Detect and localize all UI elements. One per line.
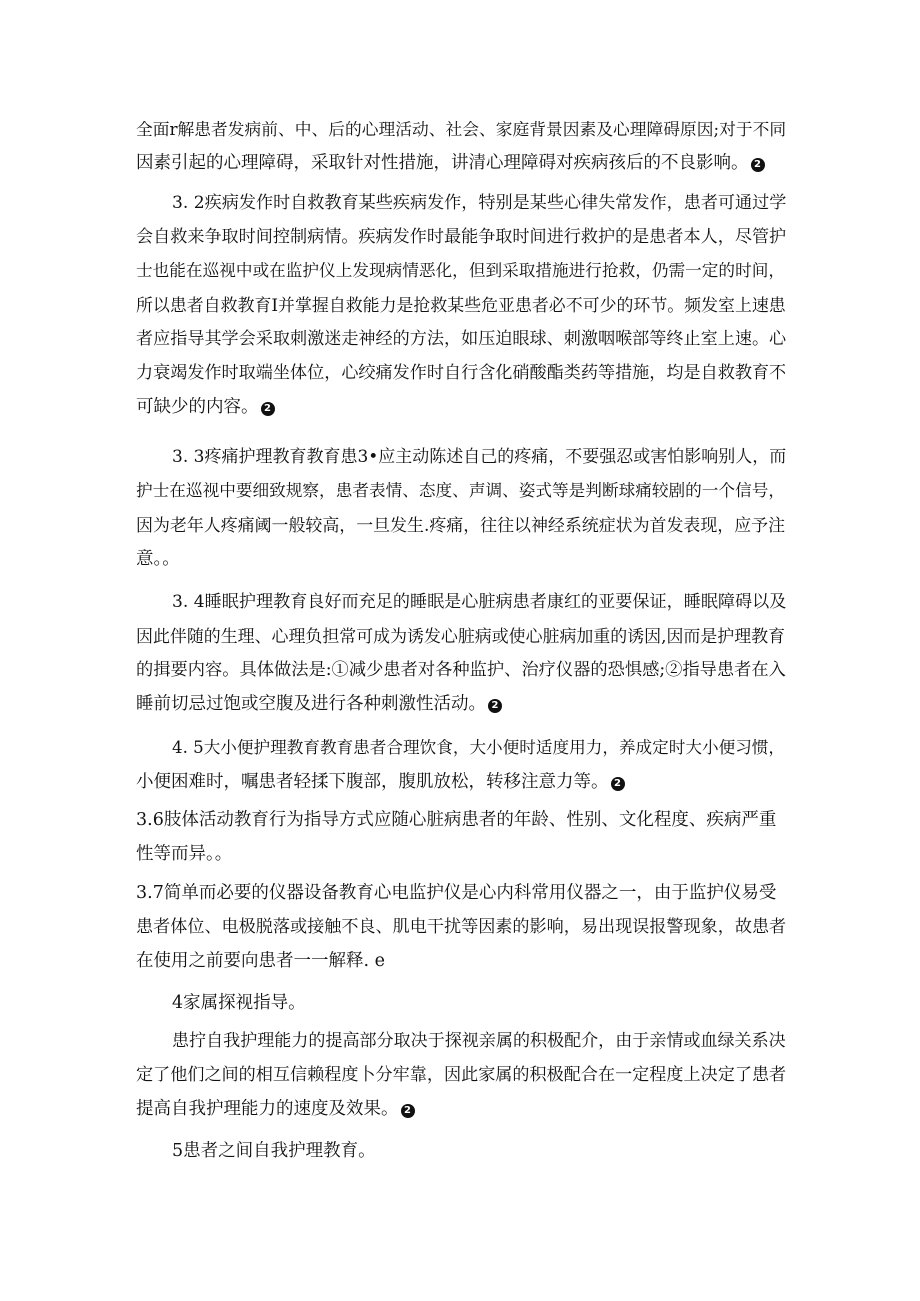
text-line: 患者体位、电极脱落或接触不良、肌电干扰等因素的影响，易出现误报警现象，故患者	[136, 917, 787, 937]
footnote-mark-icon: 2	[751, 158, 765, 172]
text-line	[136, 146, 786, 180]
text-line: 4家属探视指导。	[172, 993, 306, 1013]
text-line: 3.7简单而必要的仪器设备教育心电监护仪是心内科常用仪器之一，由于监护仪易受	[136, 883, 777, 903]
paragraph-0	[136, 112, 786, 180]
text-line: 定了他们之间的相互信赖程度卜分牢靠，因此家属的积极配合在一定程度上决定了患者	[136, 1065, 787, 1085]
paragraph-1	[136, 186, 786, 424]
text-line: 因此伴随的生理、心理负担常可成为诱发心脏病或使心脏病加重的诱因,因而是护理教育	[136, 626, 786, 646]
text-line: 3.6肢体活动教育行为指导方式应随心脏病患者的年龄、性别、文化程度、疾病严重	[136, 810, 777, 830]
paragraph-6	[136, 876, 786, 978]
text-line: 士也能在巡视中或在监护仪上发现病情恶化，但到采取措施进行抢救，仍需一定的时间，	[136, 261, 785, 280]
text-line: 护士在巡视中要细致规察，患者表情、态度、声调、姿式等是判断球痛较剧的一个信号，	[136, 481, 785, 500]
footnote-mark-icon: 2	[488, 699, 502, 713]
text-line: 3. 4睡眠护理教育良好而充足的睡眠是心脏病患者康红的亚要保证，睡眠障碍以及	[172, 592, 787, 612]
text-line-content: 因素引起的心理障碍，采取针对性措施，讲清心理障碍对疾病孩后的不良影响。	[136, 153, 749, 173]
text-line-content: 提高自我护理能力的速度及效果。	[136, 1099, 399, 1119]
text-line-content: 可缺少的内容。	[136, 397, 259, 417]
text-line	[136, 765, 786, 799]
text-line: 会自救来争取时间控制病情。疾病发作时最能争取时间进行救护的是患者本人，尽管护	[136, 227, 787, 247]
text-line: 所以患者自救教育I并掌握自救能力是抢救某些危亚患者必不可少的环节。频发室上速患	[136, 295, 786, 315]
text-line-content: 睡前切忌过饱或空腹及进行各种刺激性活动。	[136, 694, 486, 714]
text-line: 患拧自我护理能力的提高部分取决于探视亲属的积极配介，由于亲情或血绿关系决	[172, 1031, 786, 1051]
footnote-mark-icon: 2	[261, 402, 275, 416]
text-line	[136, 687, 786, 721]
paragraph-7	[136, 986, 786, 1020]
text-line	[136, 1092, 786, 1126]
paragraph-2	[136, 440, 786, 576]
text-line: 3. 3疼痛护理教育教育患3•应主动陈述自己的疼痛，不要强忍或害怕影响别人，而	[172, 447, 787, 467]
text-line: 者应指导其学会采取刺激迷走神经的方法，如压迫眼球、刺激咽喉部等终止室上速。心	[136, 329, 787, 349]
text-line: 5患者之间自我护理教育。	[172, 1141, 376, 1161]
footnote-mark-icon: 2	[401, 1104, 415, 1118]
text-line: 的揖要内容。具体做法是:①减少患者对各种监护、治疗仪器的恐惧感;②指导患者在入	[136, 660, 786, 680]
text-line: 全面r解患者发病前、中、后的心理活动、社会、家庭背景因素及心理障碍原因;对于不同	[136, 119, 787, 139]
text-line: 性等而异。。	[136, 844, 233, 864]
text-line: 因为老年人疼痛阈一般较高，一旦发生.疼痛，往往以神经系统症状为首发表现，应予注	[136, 515, 786, 535]
paragraph-9	[136, 1134, 786, 1168]
text-line: 3. 2疾病发作时自救教育某些疾病发作，特别是某些心律失常发作，患者可通过学	[172, 193, 787, 213]
paragraph-5	[136, 803, 786, 871]
text-line: 力衰竭发作时取端坐体位，心绞痛发作时自行含化硝酸酯类药等措施，均是自救教育不	[136, 363, 787, 383]
text-line	[136, 390, 786, 424]
text-line: 意。。	[136, 549, 180, 569]
text-line: 在使用之前要向患者一一解释. e	[136, 951, 385, 971]
paragraph-8	[136, 1024, 786, 1126]
paragraph-3	[136, 585, 786, 721]
text-line: 4. 5大小便护理教育教育患者合理饮食，大小便时适度用力，养成定时大小便习惯，	[172, 738, 786, 757]
text-line-content: 小便困难时，嘱患者轻揉下腹部，腹肌放松，转移注意力等。	[136, 772, 609, 792]
paragraph-4	[136, 731, 786, 799]
footnote-mark-icon: 2	[611, 777, 625, 791]
